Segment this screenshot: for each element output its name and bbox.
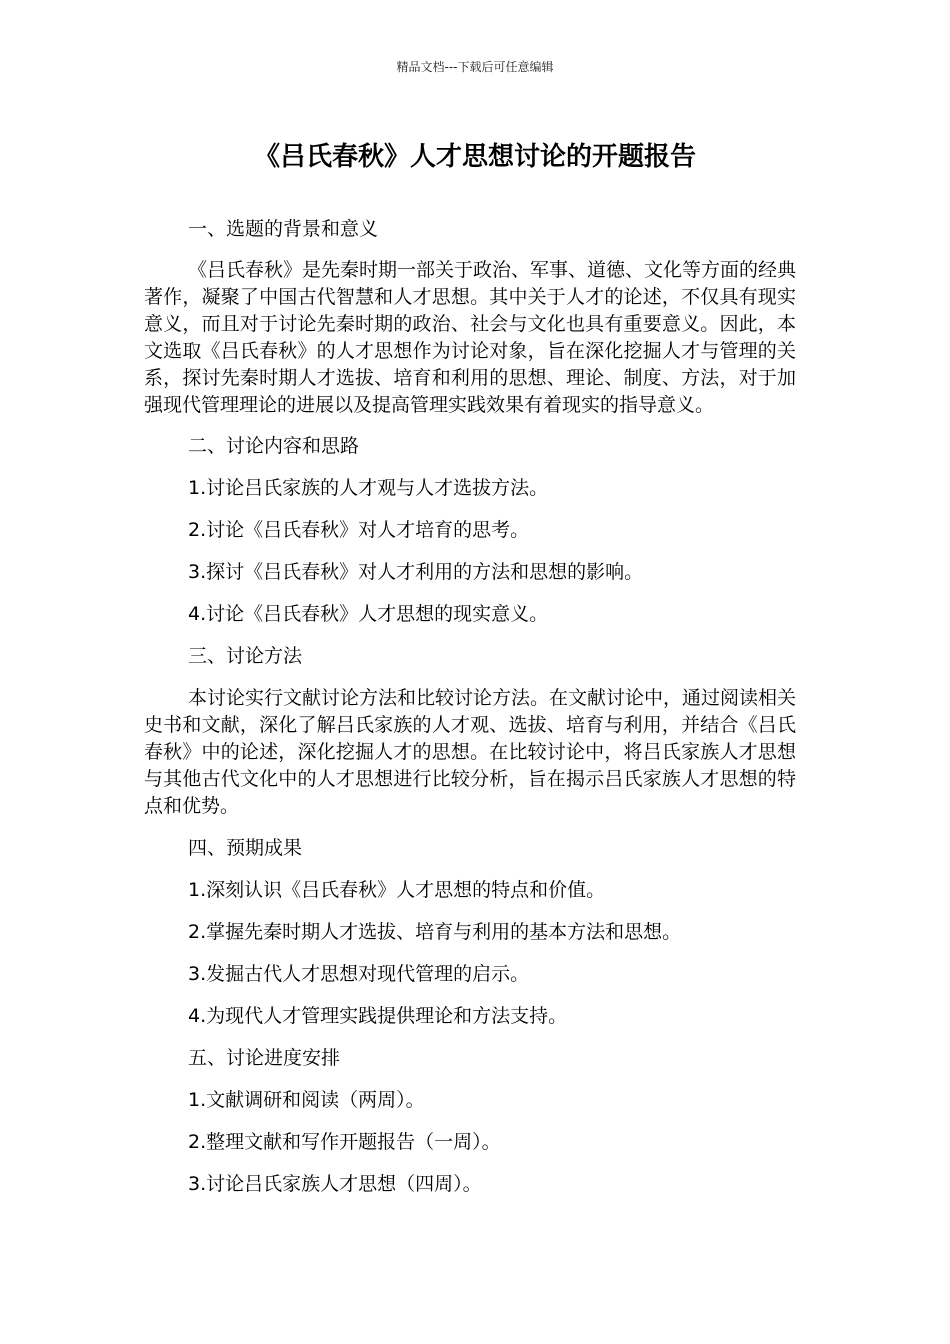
list-item: 1.文献调研和阅读（两周）。	[188, 1089, 425, 1111]
list-item: 2.整理文献和写作开题报告（一周）。	[188, 1131, 501, 1153]
document-title: 《吕氏春秋》人才思想讨论的开题报告	[253, 142, 696, 172]
section-heading-results: 四、预期成果	[188, 837, 303, 859]
list-item: 3.探讨《吕氏春秋》对人才利用的方法和思想的影响。	[188, 561, 644, 583]
list-item: 4.讨论《吕氏春秋》人才思想的现实意义。	[188, 603, 549, 625]
section-heading-content: 二、讨论内容和思路	[188, 435, 360, 457]
list-item: 2.讨论《吕氏春秋》对人才培育的思考。	[188, 519, 530, 541]
section-heading-method: 三、讨论方法	[188, 645, 303, 667]
list-item: 1.深刻认识《吕氏春秋》人才思想的特点和价值。	[188, 879, 606, 901]
list-item: 2.掌握先秦时期人才选拔、培育与利用的基本方法和思想。	[188, 921, 682, 943]
paragraph-method: 本讨论实行文献讨论方法和比较讨论方法。在文献讨论中，通过阅读相关史书和文献，深化了解吕氏家族的人才观、选拔、培育与利用，并结合《吕氏春秋》中的论述，深化挖掘人才的思想。在比较讨论中，将吕氏家族人才思想与其他古代文化中的人才思想进行比较分析，旨在揭示吕氏家族人才思想的特点和优势。	[144, 687, 797, 817]
list-item: 4.为现代人才管理实践提供理论和方法支持。	[188, 1005, 568, 1027]
header-note: 精品文档---下载后可任意编辑	[396, 60, 554, 74]
list-item: 1.讨论吕氏家族的人才观与人才选拔方法。	[188, 477, 549, 499]
paragraph-background: 《吕氏春秋》是先秦时期一部关于政治、军事、道德、文化等方面的经典著作，凝聚了中国古代智慧和人才思想。其中关于人才的论述，不仅具有现实意义，而且对于讨论先秦时期的政治、社会与文化也具有重要意义。因此，本文选取《吕氏春秋》的人才思想作为讨论对象，旨在深化挖掘人才与管理的关系，探讨先秦时期人才选拔、培育和利用的思想、理论、制度、方法，对于加强现代管理理论的进展以及提高管理实践效果有着现实的指导意义。	[144, 259, 797, 416]
list-item: 3.发掘古代人才思想对现代管理的启示。	[188, 963, 530, 985]
section-heading-background: 一、选题的背景和意义	[188, 218, 379, 240]
document-body	[144, 216, 796, 1198]
section-heading-schedule: 五、讨论进度安排	[188, 1047, 341, 1069]
list-item: 3.讨论吕氏家族人才思想（四周）。	[188, 1173, 482, 1195]
